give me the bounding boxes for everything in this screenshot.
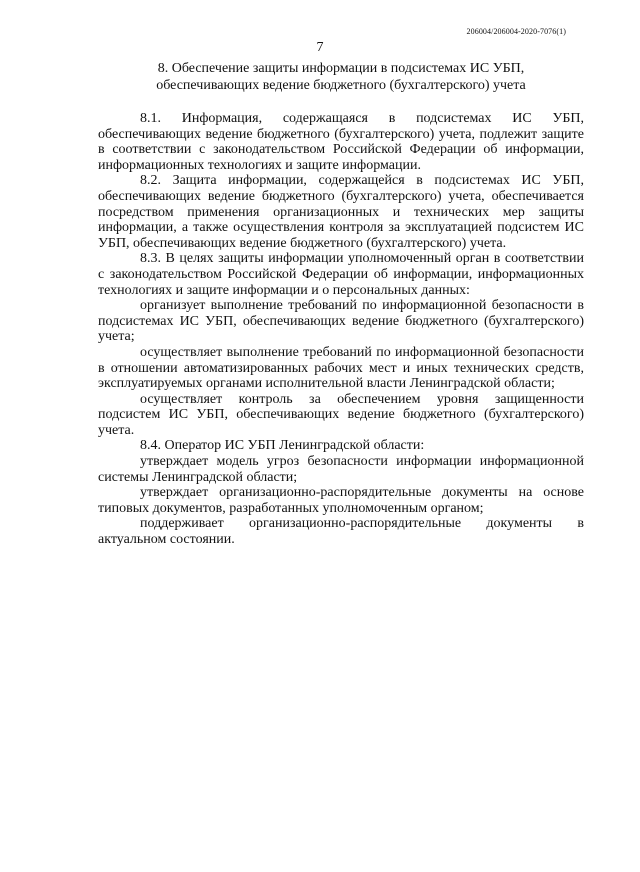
document-body [98,111,584,548]
list-item-controls: осуществляет контроль за обеспечением уровня защищенности подсистем ИС УБП, обеспечивающих ведение бюджетного (бухгалтерского) учета. [98,391,584,438]
list-item-maintains-documents: поддерживает организационно-распорядительные документы в актуальном состоянии. [98,516,584,548]
paragraph-8-3: 8.3. В целях защиты информации уполномоченный орган в соответствии с законодательством Российской Федерации об информации, информационных технологиях и защите информации и о персональных данных: [98,251,584,298]
paragraph-8-1: 8.1. Информация, содержащаяся в подсистемах ИС УБП, обеспечивающих ведение бюджетного (бухгалтерского) учета, подлежит защите в соответствии с законодательством Российской Федерации об информации, информационных технологиях и защите информации. [98,111,584,173]
list-item-threat-model: утверждает модель угроз безопасности информации информационной системы Ленинградской области; [98,454,584,485]
paragraph-8-2: 8.2. Защита информации, содержащейся в подсистемах ИС УБП, обеспечивающих ведение бюджетного (бухгалтерского) учета, обеспечивается посредством применения организационных и технических мер защиты информации, а также осуществления контроля за эксплуатацией подсистем ИС УБП, обеспечивающих ведение бюджетного (бухгалтерского) учета. [98,173,584,251]
section-title-line-2: обеспечивающих ведение бюджетного (бухгалтерского) учета [156,78,526,93]
section-title [98,60,584,94]
list-item-performs: осуществляет выполнение требований по информационной безопасности в отношении автоматизированных рабочих мест и иных технических средств, эксплуатируемых органами исполнительной власти Ленинградской области; [98,344,584,392]
list-item-approves-documents: утверждает организационно-распорядительные документы на основе типовых документов, разработанных уполномоченным органом; [98,485,584,516]
list-item-organizes: организует выполнение требований по информационной безопасности в подсистемах ИС УБП, обеспечивающих ведение бюджетного (бухгалтерского) учета; [98,298,584,345]
document-id: 206004/206004-2020-7076(1) [466,27,566,36]
section-title-line-1: 8. Обеспечение защиты информации в подсистемах ИС УБП, [157,61,525,76]
paragraph-8-4: 8.4. Оператор ИС УБП Ленинградской области: [140,438,425,454]
page-number: 7 [316,40,324,55]
